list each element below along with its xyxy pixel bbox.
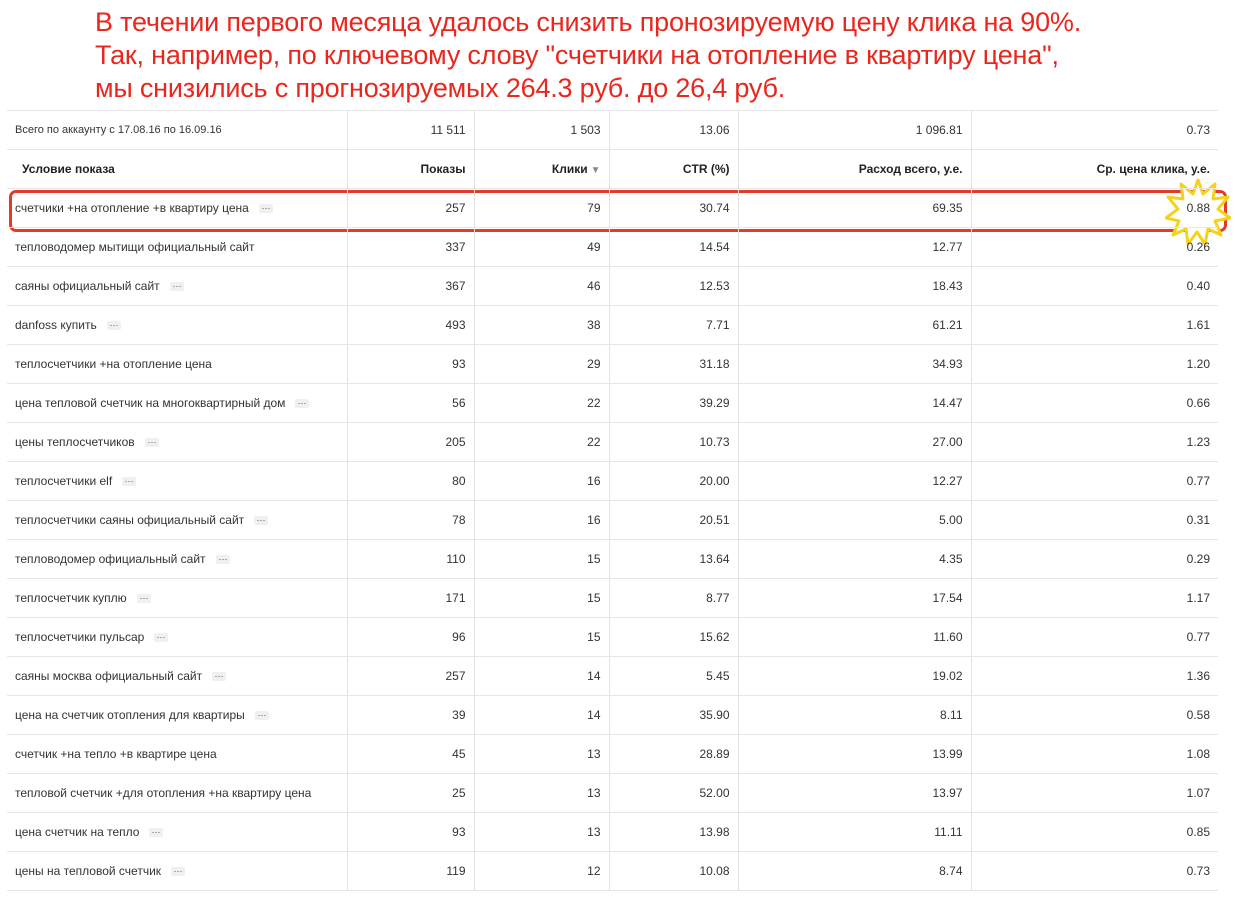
spend-cell: 13.97 — [738, 774, 971, 813]
table-row[interactable] — [7, 852, 1218, 891]
ctr-cell: 20.00 — [609, 462, 738, 501]
clicks-cell: 13 — [474, 774, 609, 813]
keyword-text[interactable]: цена счетчик на тепло — [15, 825, 140, 839]
clicks-cell: 79 — [474, 189, 609, 228]
more-dots-icon[interactable] — [122, 477, 136, 486]
clicks-cell: 15 — [474, 579, 609, 618]
shows-cell: 39 — [347, 696, 474, 735]
keyword-text[interactable]: цены на тепловой счетчик — [15, 864, 162, 878]
table-row[interactable] — [7, 267, 1218, 306]
keyword-cell — [7, 384, 347, 423]
keyword-text[interactable]: цена на счетчик отопления для квартиры — [15, 708, 245, 722]
clicks-cell: 14 — [474, 657, 609, 696]
more-dots-icon[interactable] — [259, 204, 273, 213]
more-dots-icon[interactable] — [137, 594, 151, 603]
cpc-cell: 0.66 — [971, 384, 1218, 423]
clicks-cell: 49 — [474, 228, 609, 267]
cpc-cell: 0.88 — [971, 189, 1218, 228]
keyword-text[interactable]: тепловодомер мытищи официальный сайт — [15, 240, 255, 254]
keyword-text[interactable]: теплосчетчики саяны официальный сайт — [15, 513, 245, 527]
table-row[interactable] — [7, 306, 1218, 345]
ctr-cell: 8.77 — [609, 579, 738, 618]
ctr-cell: 15.62 — [609, 618, 738, 657]
clicks-cell: 46 — [474, 267, 609, 306]
more-dots-icon[interactable] — [145, 438, 159, 447]
cpc-cell: 1.17 — [971, 579, 1218, 618]
cpc-cell: 0.85 — [971, 813, 1218, 852]
spend-cell: 11.11 — [738, 813, 971, 852]
header-row — [7, 150, 1218, 189]
spend-cell: 17.54 — [738, 579, 971, 618]
clicks-cell: 12 — [474, 852, 609, 891]
clicks-cell: 15 — [474, 540, 609, 579]
table-row[interactable] — [7, 423, 1218, 462]
headline-line-3: мы снизились с прогнозируемых 264.3 руб. до 26,4 руб. — [95, 73, 786, 103]
ctr-cell: 10.73 — [609, 423, 738, 462]
cpc-cell: 0.58 — [971, 696, 1218, 735]
cpc-cell: 1.07 — [971, 774, 1218, 813]
shows-cell: 80 — [347, 462, 474, 501]
shows-cell: 367 — [347, 267, 474, 306]
cpc-cell: 1.36 — [971, 657, 1218, 696]
table-row[interactable] — [7, 579, 1218, 618]
keyword-cell — [7, 774, 347, 813]
clicks-cell: 15 — [474, 618, 609, 657]
clicks-cell: 16 — [474, 462, 609, 501]
more-dots-icon[interactable] — [107, 321, 121, 330]
totals-clicks: 1 503 — [474, 111, 609, 150]
keyword-cell — [7, 696, 347, 735]
clicks-cell: 13 — [474, 735, 609, 774]
table-row[interactable] — [7, 696, 1218, 735]
keyword-cell — [7, 501, 347, 540]
col-clicks[interactable] — [474, 150, 609, 189]
keyword-cell — [7, 462, 347, 501]
table-row[interactable] — [7, 813, 1218, 852]
ctr-cell: 30.74 — [609, 189, 738, 228]
more-dots-icon[interactable] — [154, 633, 168, 642]
ctr-cell: 28.89 — [609, 735, 738, 774]
keyword-text[interactable]: цены теплосчетчиков — [15, 435, 135, 449]
shows-cell: 45 — [347, 735, 474, 774]
spend-cell: 8.74 — [738, 852, 971, 891]
ctr-cell: 5.45 — [609, 657, 738, 696]
keyword-text[interactable]: счетчик +на тепло +в квартире цена — [15, 747, 217, 761]
shows-cell: 78 — [347, 501, 474, 540]
col-clicks-label: Клики — [551, 162, 588, 176]
totals-spend: 1 096.81 — [738, 111, 971, 150]
shows-cell: 119 — [347, 852, 474, 891]
shows-cell: 96 — [347, 618, 474, 657]
spend-cell: 12.77 — [738, 228, 971, 267]
keyword-cell — [7, 306, 347, 345]
more-dots-icon[interactable] — [149, 828, 163, 837]
table-row[interactable] — [7, 618, 1218, 657]
keyword-cell — [7, 657, 347, 696]
cpc-cell: 0.77 — [971, 618, 1218, 657]
more-dots-icon[interactable] — [295, 399, 309, 408]
keyword-text[interactable]: тепловой счетчик +для отопления +на квартиру цена — [15, 786, 312, 800]
keyword-text[interactable]: цена тепловой счетчик на многоквартирный дом — [15, 396, 286, 410]
table-row[interactable] — [7, 774, 1218, 813]
cpc-cell: 0.31 — [971, 501, 1218, 540]
keyword-cell — [7, 228, 347, 267]
shows-cell: 171 — [347, 579, 474, 618]
table-row[interactable] — [7, 384, 1218, 423]
table-row[interactable] — [7, 189, 1218, 228]
keyword-cell — [7, 540, 347, 579]
spend-cell: 19.02 — [738, 657, 971, 696]
shows-cell: 93 — [347, 813, 474, 852]
ctr-cell: 14.54 — [609, 228, 738, 267]
table-row[interactable] — [7, 540, 1218, 579]
col-shows[interactable]: Показы — [347, 150, 474, 189]
ctr-cell: 7.71 — [609, 306, 738, 345]
clicks-cell: 13 — [474, 813, 609, 852]
shows-cell: 93 — [347, 345, 474, 384]
clicks-cell: 16 — [474, 501, 609, 540]
more-dots-icon[interactable] — [255, 711, 269, 720]
cpc-cell: 0.40 — [971, 267, 1218, 306]
keyword-cell — [7, 735, 347, 774]
spend-cell: 12.27 — [738, 462, 971, 501]
shows-cell: 110 — [347, 540, 474, 579]
col-ctr[interactable]: CTR (%) — [609, 150, 738, 189]
keyword-rows — [7, 189, 1218, 891]
keyword-cell — [7, 423, 347, 462]
cpc-cell: 0.29 — [971, 540, 1218, 579]
ctr-cell: 10.08 — [609, 852, 738, 891]
keyword-text[interactable]: теплосчетчик куплю — [15, 591, 127, 605]
stats-table — [7, 110, 1218, 891]
spend-cell: 27.00 — [738, 423, 971, 462]
table-row[interactable] — [7, 345, 1218, 384]
totals-row — [7, 111, 1218, 150]
totals-shows: 11 511 — [347, 111, 474, 150]
shows-cell: 25 — [347, 774, 474, 813]
headline — [95, 6, 1225, 105]
col-condition[interactable]: Условие показа — [7, 150, 347, 189]
table-row[interactable] — [7, 228, 1218, 267]
cpc-cell: 1.08 — [971, 735, 1218, 774]
ctr-cell: 12.53 — [609, 267, 738, 306]
col-cpc[interactable]: Ср. цена клика, у.е. — [971, 150, 1218, 189]
cpc-cell: 1.61 — [971, 306, 1218, 345]
cpc-cell: 0.73 — [971, 852, 1218, 891]
spend-cell: 13.99 — [738, 735, 971, 774]
spend-cell: 18.43 — [738, 267, 971, 306]
keyword-cell — [7, 618, 347, 657]
spend-cell: 8.11 — [738, 696, 971, 735]
spend-cell: 34.93 — [738, 345, 971, 384]
clicks-cell: 22 — [474, 384, 609, 423]
cpc-cell: 1.23 — [971, 423, 1218, 462]
headline-line-2: Так, например, по ключевому слову "счетчики на отопление в квартиру цена", — [95, 40, 1059, 70]
spend-cell: 11.60 — [738, 618, 971, 657]
keyword-cell — [7, 579, 347, 618]
table-row[interactable] — [7, 462, 1218, 501]
keyword-cell — [7, 189, 347, 228]
sort-desc-arrow-icon: ▼ — [590, 165, 601, 176]
shows-cell: 257 — [347, 657, 474, 696]
shows-cell: 257 — [347, 189, 474, 228]
keyword-cell — [7, 345, 347, 384]
clicks-cell: 14 — [474, 696, 609, 735]
shows-cell: 56 — [347, 384, 474, 423]
clicks-cell: 38 — [474, 306, 609, 345]
spend-cell: 4.35 — [738, 540, 971, 579]
spend-cell: 14.47 — [738, 384, 971, 423]
keyword-text[interactable]: саяны официальный сайт — [15, 279, 160, 293]
ctr-cell: 35.90 — [609, 696, 738, 735]
keyword-cell — [7, 852, 347, 891]
more-dots-icon[interactable] — [254, 516, 268, 525]
keyword-text[interactable]: теплосчетчики +на отопление цена — [15, 357, 212, 371]
clicks-cell: 22 — [474, 423, 609, 462]
ctr-cell: 39.29 — [609, 384, 738, 423]
keyword-cell — [7, 267, 347, 306]
keyword-text[interactable]: danfoss купить — [15, 318, 97, 332]
keyword-cell — [7, 813, 347, 852]
more-dots-icon[interactable] — [216, 555, 230, 564]
ctr-cell: 52.00 — [609, 774, 738, 813]
totals-cpc: 0.73 — [971, 111, 1218, 150]
more-dots-icon[interactable] — [212, 672, 226, 681]
keyword-text[interactable]: тепловодомер официальный сайт — [15, 552, 206, 566]
spend-cell: 61.21 — [738, 306, 971, 345]
totals-label: Всего по аккаунту с 17.08.16 по 16.09.16 — [7, 111, 347, 150]
cpc-cell: 1.20 — [971, 345, 1218, 384]
ctr-cell: 20.51 — [609, 501, 738, 540]
cpc-cell: 0.77 — [971, 462, 1218, 501]
totals-ctr: 13.06 — [609, 111, 738, 150]
table-row[interactable] — [7, 735, 1218, 774]
ctr-cell: 13.98 — [609, 813, 738, 852]
spend-cell: 5.00 — [738, 501, 971, 540]
ctr-cell: 31.18 — [609, 345, 738, 384]
keyword-text[interactable]: счетчики +на отопление +в квартиру цена — [15, 201, 249, 215]
cpc-cell: 0.26 — [971, 228, 1218, 267]
shows-cell: 493 — [347, 306, 474, 345]
spend-cell: 69.35 — [738, 189, 971, 228]
more-dots-icon[interactable] — [170, 282, 184, 291]
table-row[interactable] — [7, 657, 1218, 696]
headline-line-1: В течении первого месяца удалось снизить пронозируемую цену клика на 90%. — [95, 7, 1082, 37]
col-spend[interactable]: Расход всего, у.е. — [738, 150, 971, 189]
more-dots-icon[interactable] — [171, 867, 185, 876]
keyword-text[interactable]: теплосчетчики пульсар — [15, 630, 145, 644]
keyword-text[interactable]: саяны москва официальный сайт — [15, 669, 203, 683]
keyword-text[interactable]: теплосчетчики elf — [15, 474, 113, 488]
shows-cell: 205 — [347, 423, 474, 462]
shows-cell: 337 — [347, 228, 474, 267]
ctr-cell: 13.64 — [609, 540, 738, 579]
clicks-cell: 29 — [474, 345, 609, 384]
table-row[interactable] — [7, 501, 1218, 540]
